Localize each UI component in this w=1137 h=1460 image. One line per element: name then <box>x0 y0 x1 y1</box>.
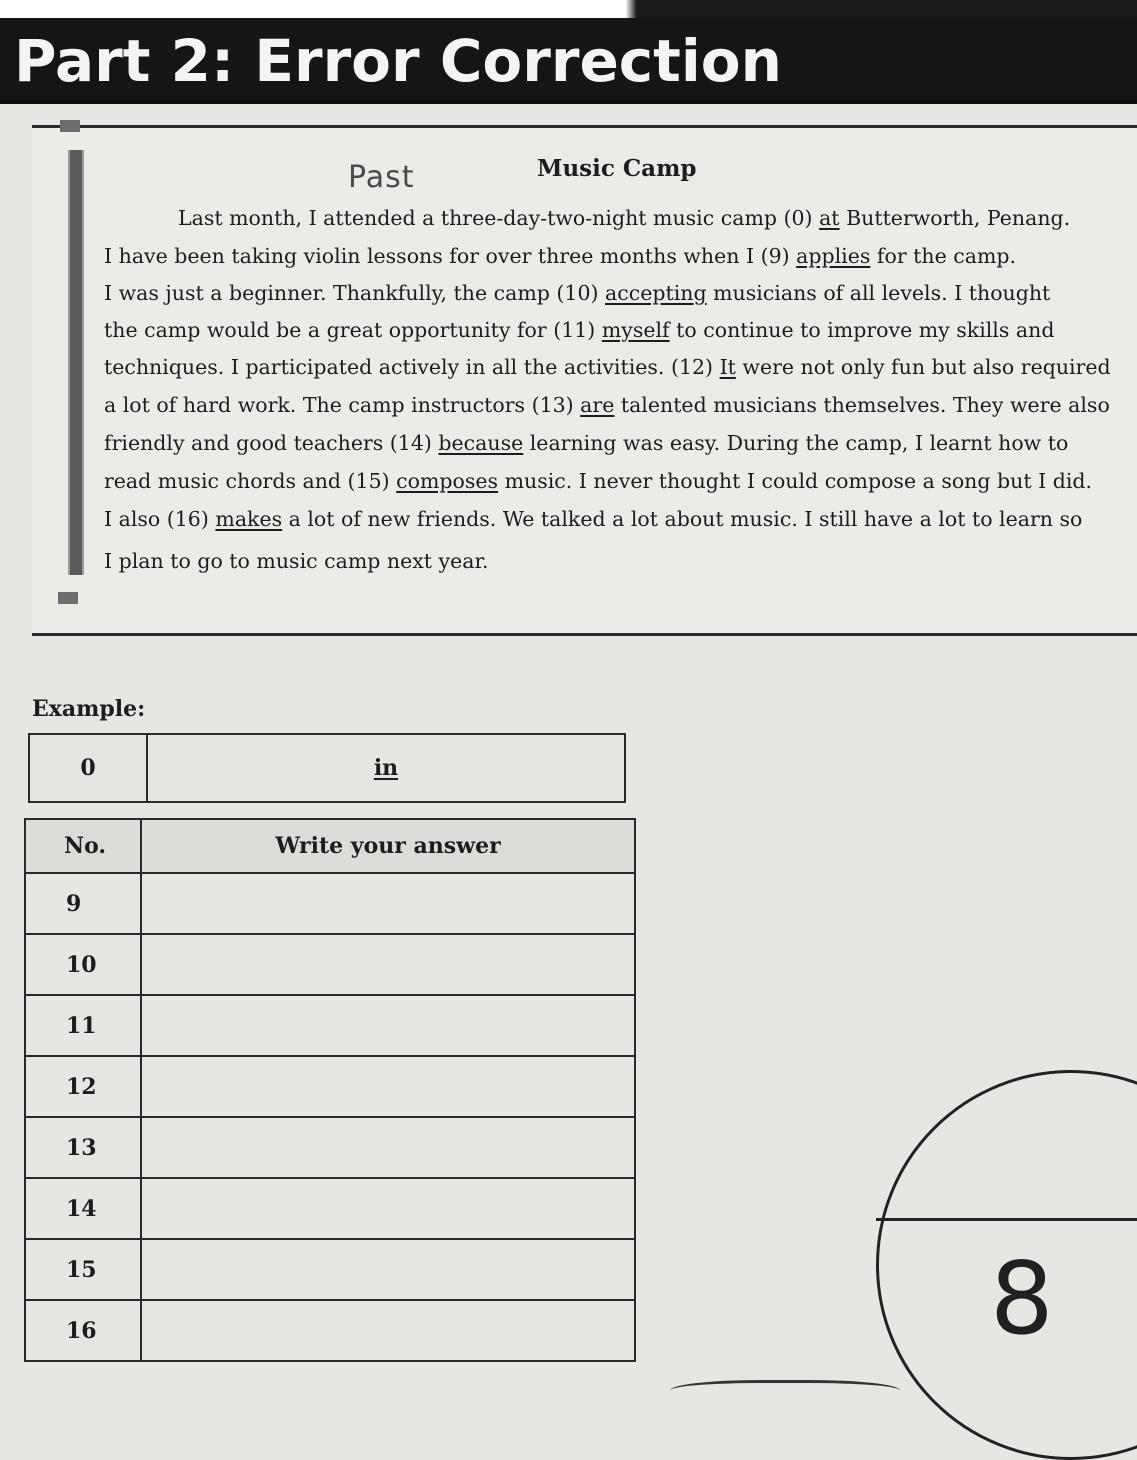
passage-text-segment: techniques. I participated actively in all the activities. (12) <box>104 355 720 379</box>
bottom-scribble <box>670 1380 900 1406</box>
passage-title: Music Camp <box>537 155 697 182</box>
passage-line <box>104 355 1111 379</box>
answer-cell[interactable] <box>141 1056 635 1117</box>
part-title: Part 2: Error Correction <box>0 18 1137 104</box>
table-row <box>25 995 635 1056</box>
corner-mark <box>58 592 78 604</box>
passage-line <box>104 507 1082 531</box>
passage-text-segment: friendly and good teachers (14) <box>104 431 439 455</box>
underlined-error-word: applies <box>796 244 871 268</box>
question-number: 10 <box>25 934 141 995</box>
answer-cell[interactable] <box>141 934 635 995</box>
passage-text-segment: were not only fun but also required <box>735 355 1111 379</box>
header-answer: Write your answer <box>141 819 635 873</box>
score-divider <box>876 1218 1137 1221</box>
passage-text-segment: to continue to improve my skills and <box>669 318 1055 342</box>
underlined-error-word: composes <box>396 469 499 493</box>
question-number: 11 <box>25 995 141 1056</box>
passage-line <box>104 244 1016 268</box>
question-number: 14 <box>25 1178 141 1239</box>
passage-line <box>104 469 1092 493</box>
answer-cell[interactable] <box>141 995 635 1056</box>
underlined-error-word: makes <box>215 507 283 531</box>
example-label: Example: <box>32 696 146 722</box>
question-number: 13 <box>25 1117 141 1178</box>
passage-text-segment: Last month, I attended a three-day-two-night music camp (0) <box>178 206 820 230</box>
corner-mark <box>60 120 80 132</box>
passage-line <box>104 393 1110 417</box>
example-number: 0 <box>29 734 147 802</box>
example-answer: in <box>373 755 399 781</box>
passage-text-segment: learning was easy. During the camp, I learnt how to <box>523 431 1069 455</box>
question-number: 16 <box>25 1300 141 1361</box>
passage-left-border <box>68 150 84 575</box>
passage-text-segment: I was just a beginner. Thankfully, the camp (10) <box>104 281 606 305</box>
passage-text-segment: read music chords and (15) <box>104 469 397 493</box>
passage-text-segment: Butterworth, Penang. <box>839 206 1071 230</box>
underlined-error-word: are <box>580 393 615 417</box>
underlined-error-word: It <box>719 355 736 379</box>
passage-text-segment: a lot of hard work. The camp instructors (13) <box>104 393 581 417</box>
score-value: 8 <box>990 1240 1054 1357</box>
passage-line <box>104 549 489 573</box>
passage-text-segment: talented musicians themselves. They were also <box>614 393 1110 417</box>
passage-line <box>104 281 1050 305</box>
passage-text-segment: I also (16) <box>104 507 216 531</box>
table-row <box>25 1117 635 1178</box>
underlined-error-word: myself <box>601 318 670 342</box>
example-table <box>28 733 626 803</box>
passage-text-segment: I have been taking violin lessons for over three months when I (9) <box>104 244 797 268</box>
table-row <box>25 1239 635 1300</box>
question-number: 15 <box>25 1239 141 1300</box>
question-number: 9 <box>25 873 141 934</box>
passage-line <box>104 318 1054 342</box>
underlined-error-word: accepting <box>605 281 707 305</box>
underlined-error-word: at <box>819 206 840 230</box>
question-number: 12 <box>25 1056 141 1117</box>
answer-cell[interactable] <box>141 1117 635 1178</box>
table-row <box>25 1300 635 1361</box>
answer-cell[interactable] <box>141 1178 635 1239</box>
passage-text-segment: for the camp. <box>870 244 1017 268</box>
table-row <box>25 1178 635 1239</box>
answer-cell[interactable] <box>141 873 635 934</box>
passage-text-segment: I plan to go to music camp next year. <box>104 549 489 573</box>
passage-text-segment: musicians of all levels. I thought <box>706 281 1051 305</box>
table-row <box>25 873 635 934</box>
table-row <box>25 934 635 995</box>
passage-text-segment: the camp would be a great opportunity for (11) <box>104 318 602 342</box>
handwritten-note: Past <box>348 160 415 195</box>
passage-line <box>178 206 1070 230</box>
underlined-error-word: because <box>438 431 524 455</box>
answer-table <box>24 818 636 1362</box>
passage-text-segment: a lot of new friends. We talked a lot about music. I still have a lot to learn so <box>282 507 1083 531</box>
passage-line <box>104 431 1068 455</box>
answer-cell[interactable] <box>141 1300 635 1361</box>
answer-cell[interactable] <box>141 1239 635 1300</box>
passage-text-segment: music. I never thought I could compose a song but I did. <box>498 469 1093 493</box>
table-row <box>25 1056 635 1117</box>
header-no: No. <box>25 819 141 873</box>
